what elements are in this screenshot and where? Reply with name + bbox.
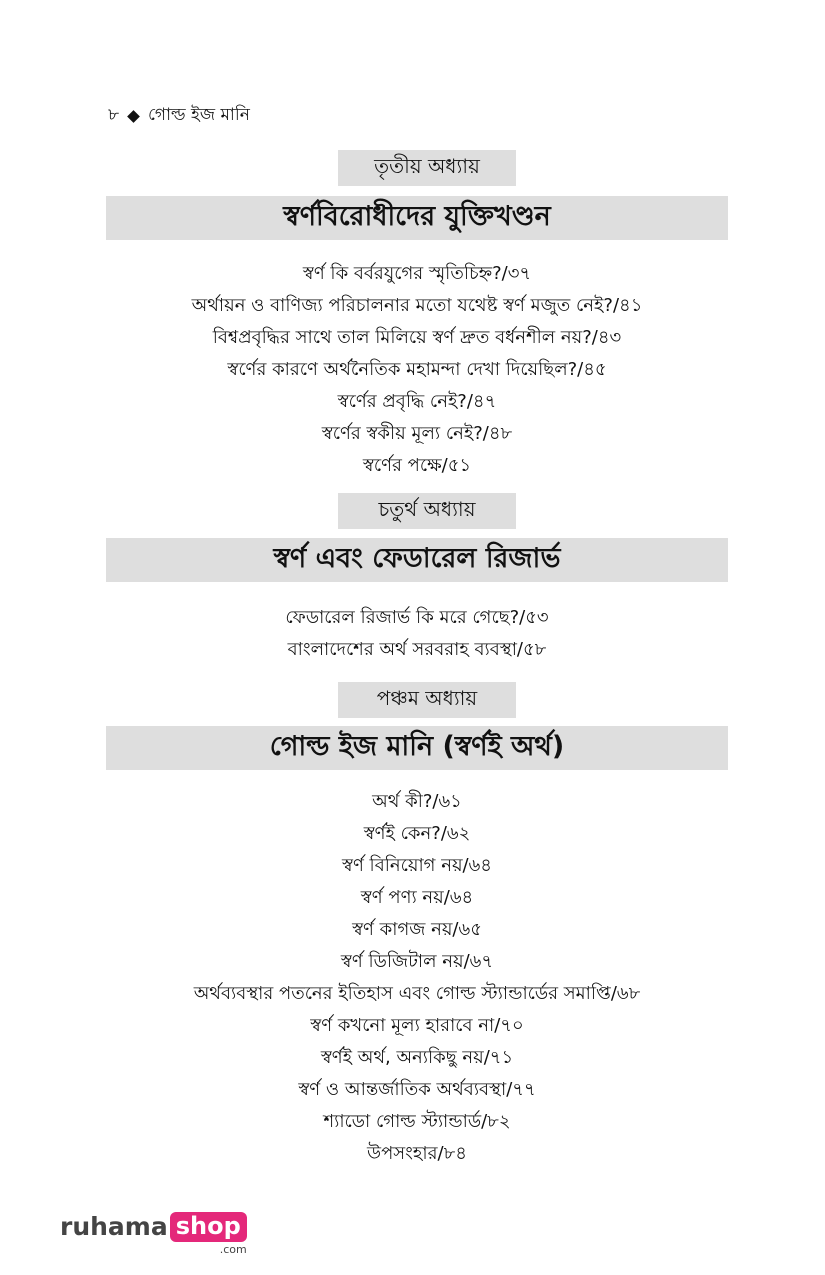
running-header [108,102,250,130]
toc-list [106,786,728,1170]
chapter-title: স্বর্ণ এবং ফেডারেল রিজার্ভ [106,538,728,582]
toc-entry: স্বর্ণের প্রবৃদ্ধি নেই?/৪৭ [337,391,497,412]
toc-entry: স্বর্ণই কেন?/৬২ [363,823,471,844]
chapter-label: পঞ্চম অধ্যায় [338,682,516,718]
toc-list [106,258,728,482]
toc-entry: অর্থব্যবস্থার পতনের ইতিহাস এবং গোল্ড স্ট্যান্ডার্ডের সমাপ্তি/৬৮ [193,983,641,1004]
toc-entry: অর্থায়ন ও বাণিজ্য পরিচালনার মতো যথেষ্ট স্বর্ণ মজুত নেই?/৪১ [191,295,643,316]
toc-entry: স্বর্ণই অর্থ, অন্যকিছু নয়/৭১ [320,1047,514,1068]
toc-entry: স্বর্ণের পক্ষে/৫১ [362,455,472,476]
toc-entry: উপসংহার/৮৪ [367,1143,467,1164]
chapter-label: তৃতীয় অধ্যায় [338,150,516,186]
toc-entry: শ্যাডো গোল্ড স্ট্যান্ডার্ড/৮২ [323,1111,511,1132]
logo-text-ruhama: ruhama [60,1212,168,1241]
chapter-title: গোল্ড ইজ মানি (স্বর্ণই অর্থ) [106,726,728,770]
toc-entry: স্বর্ণ ডিজিটাল নয়/৬৭ [340,951,494,972]
toc-entry: স্বর্ণ ও আন্তর্জাতিক অর্থব্যবস্থা/৭৭ [298,1079,536,1100]
logo-shop-wrap [170,1212,247,1256]
toc-entry: ফেডারেল রিজার্ভ কি মরে গেছে?/৫৩ [285,607,549,628]
page-number: ৮ [108,105,120,125]
logo-text-shop: shop [170,1212,247,1242]
chapter-label: চতুর্থ অধ্যায় [338,493,516,529]
ruhamashop-logo [60,1212,247,1256]
toc-entry: স্বর্ণ কি বর্বরযুগের স্মৃতিচিহ্ন?/৩৭ [302,263,532,284]
toc-entry: স্বর্ণের স্বকীয় মূল্য নেই?/৪৮ [321,423,513,444]
toc-entry: স্বর্ণ বিনিয়োগ নয়/৬৪ [342,855,492,876]
toc-entry: স্বর্ণ কখনো মূল্য হারাবে না/৭০ [310,1015,524,1036]
chapter-title: স্বর্ণবিরোধীদের যুক্তিখণ্ডন [106,196,728,240]
toc-entry: বাংলাদেশের অর্থ সরবরাহ ব্যবস্থা/৫৮ [287,639,547,660]
toc-entry: স্বর্ণের কারণে অর্থনৈতিক মহামন্দা দেখা দিয়েছিল?/৪৫ [227,359,607,380]
toc-entry: বিশ্বপ্রবৃদ্ধির সাথে তাল মিলিয়ে স্বর্ণ দ্রুত বর্ধনশীল নয়?/৪৩ [212,327,622,348]
toc-entry: অর্থ কী?/৬১ [372,791,462,812]
book-title: গোল্ড ইজ মানি [148,105,250,125]
diamond-icon [127,110,140,123]
toc-list [106,602,728,666]
toc-entry: স্বর্ণ কাগজ নয়/৬৫ [352,919,482,940]
logo-text-domain: .com [219,1243,247,1256]
toc-entry: স্বর্ণ পণ্য নয়/৬৪ [360,887,474,908]
